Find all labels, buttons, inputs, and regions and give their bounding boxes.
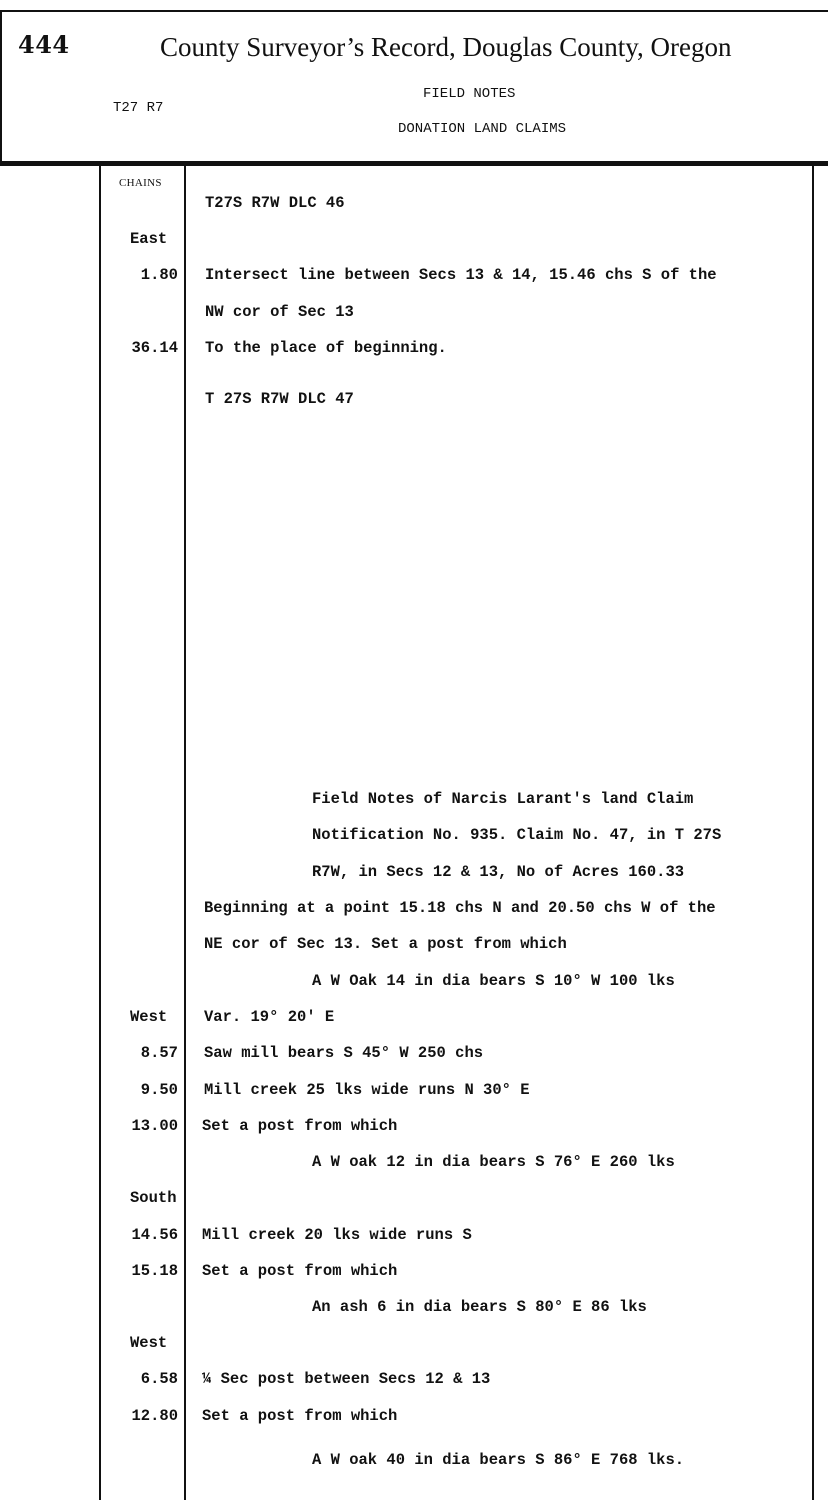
bearing-text: A W oak 40 in dia bears S 86° E 768 lks.	[312, 1451, 685, 1469]
chain-value: 13.00	[131, 1117, 178, 1135]
chain-value: 14.56	[131, 1226, 178, 1244]
entry-text: NW cor of Sec 13	[205, 303, 354, 321]
chain-value: 9.50	[140, 1081, 178, 1099]
direction-label: South	[130, 1189, 177, 1207]
entry-text: Set a post from which	[202, 1117, 398, 1135]
entry-text: Field Notes of Narcis Larant's land Claim	[312, 790, 694, 808]
entry-text: T27S R7W DLC 46	[205, 194, 345, 212]
subtitle-field-notes: FIELD NOTES	[423, 86, 516, 102]
subtitle-donation-claims: DONATION LAND CLAIMS	[398, 121, 567, 137]
entry-text: Saw mill bears S 45° W 250 chs	[204, 1044, 484, 1062]
entry-text: Var. 19° 20' E	[204, 1008, 335, 1026]
header-bottom-rule	[0, 161, 828, 166]
chain-value: 1.80	[140, 266, 178, 284]
top-rule	[0, 10, 828, 12]
chain-value: 15.18	[131, 1262, 178, 1280]
page-title: County Surveyor’s Record, Douglas County, Oregon	[160, 32, 732, 62]
chain-value: 6.58	[140, 1370, 178, 1388]
chains-column-divider	[184, 166, 186, 1500]
bearing-text: A W Oak 14 in dia bears S 10° W 100 lks	[312, 972, 675, 990]
table-right-border	[812, 166, 814, 1500]
entry-text: Set a post from which	[202, 1262, 398, 1280]
entry-text: Intersect line between Secs 13 & 14, 15.46 chs S of the	[205, 266, 717, 284]
township-range: T27 R7	[113, 100, 164, 116]
entry-text: Notification No. 935. Claim No. 47, in T 27S	[312, 826, 722, 844]
entry-text: Mill creek 25 lks wide runs N 30° E	[204, 1081, 530, 1099]
chain-value: 36.14	[131, 339, 178, 357]
chain-value: 8.57	[140, 1044, 178, 1062]
entry-text: Mill creek 20 lks wide runs S	[202, 1226, 472, 1244]
direction-label: West	[130, 1008, 168, 1026]
entry-text: ¼ Sec post between Secs 12 & 13	[202, 1370, 491, 1388]
direction-label: East	[130, 230, 168, 248]
page-number: 444	[18, 30, 70, 59]
entry-text: Beginning at a point 15.18 chs N and 20.50 chs W of the	[204, 899, 716, 917]
header-left-border	[0, 10, 2, 162]
chains-column-header: CHAINS	[119, 177, 162, 189]
entry-text: To the place of beginning.	[205, 339, 447, 357]
bearing-text: An ash 6 in dia bears S 80° E 86 lks	[312, 1298, 647, 1316]
chain-value: 12.80	[131, 1407, 178, 1425]
entry-text: R7W, in Secs 12 & 13, No of Acres 160.33	[312, 863, 685, 881]
bearing-text: A W oak 12 in dia bears S 76° E 260 lks	[312, 1153, 675, 1171]
direction-label: West	[130, 1334, 168, 1352]
table-left-border	[99, 166, 101, 1500]
entry-text: NE cor of Sec 13. Set a post from which	[204, 935, 567, 953]
entry-text: Set a post from which	[202, 1407, 398, 1425]
entry-text: T 27S R7W DLC 47	[205, 390, 354, 408]
